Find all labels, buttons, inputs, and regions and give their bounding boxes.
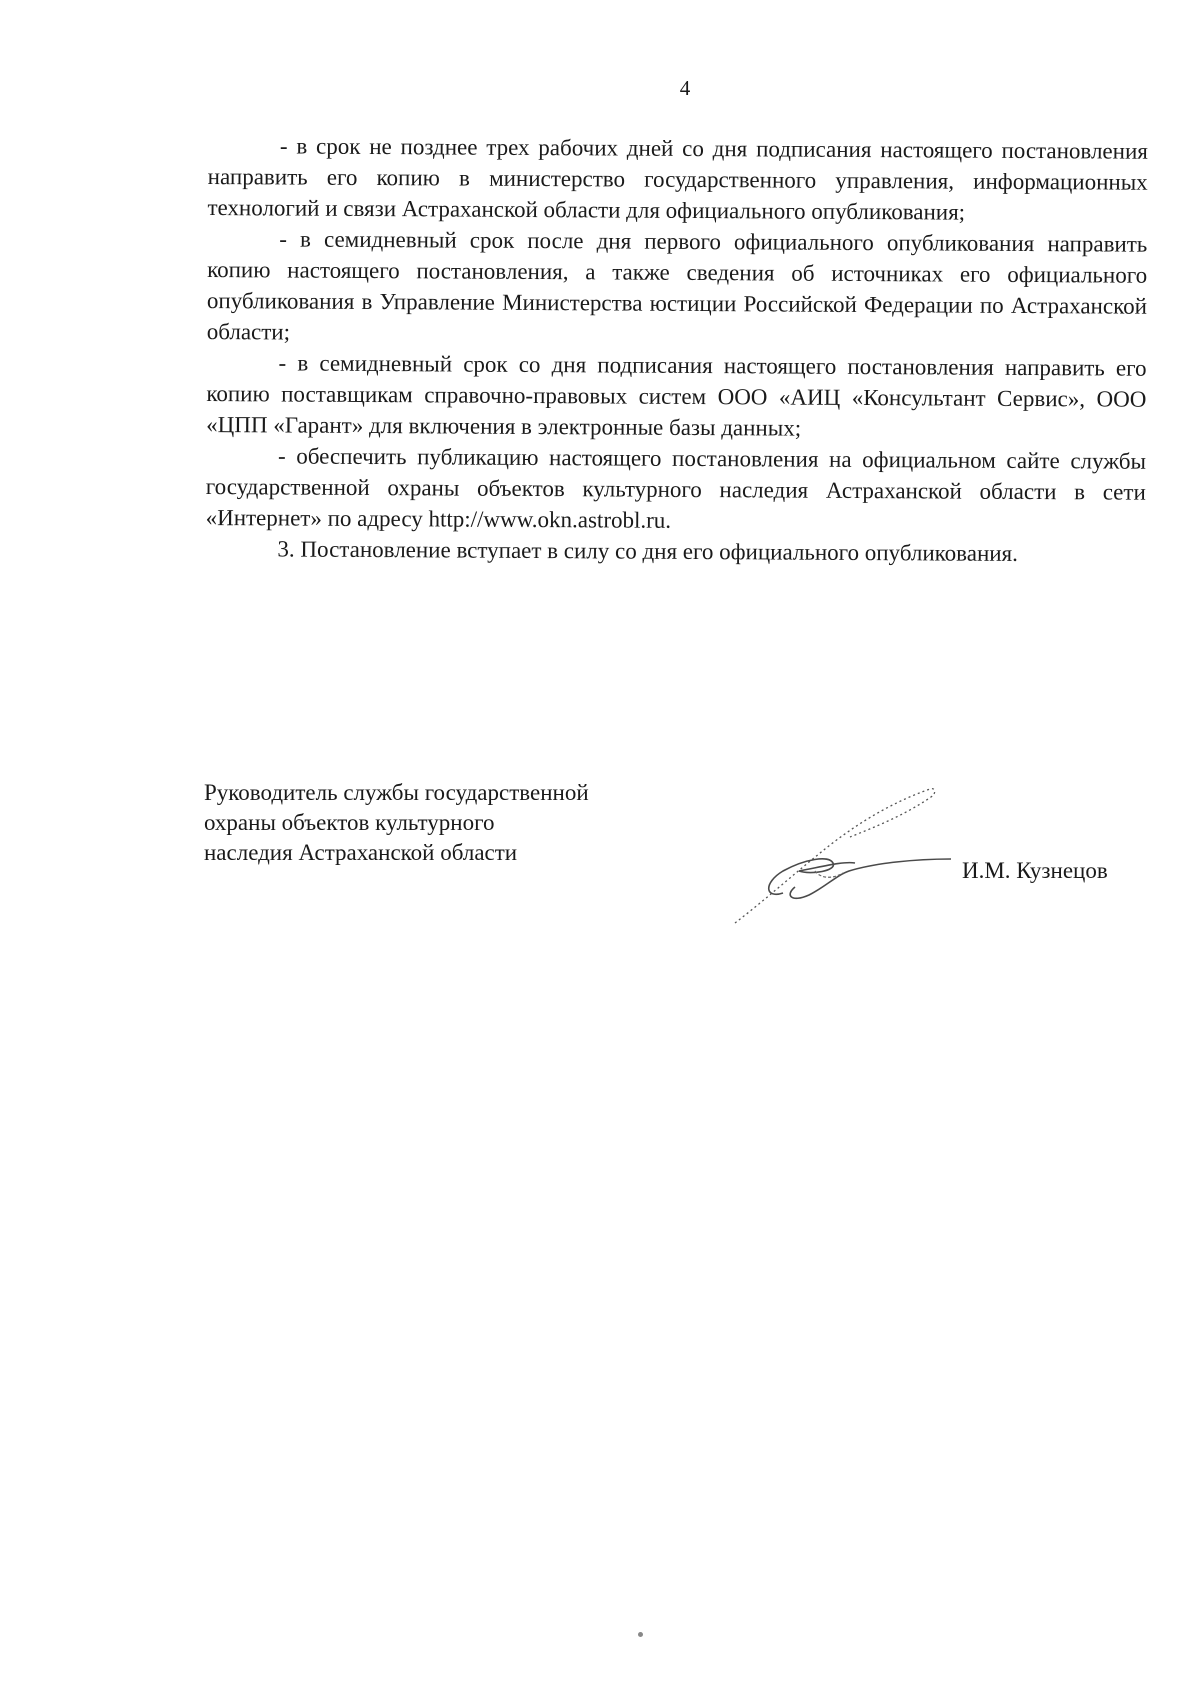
handwritten-signature-icon: [725, 775, 955, 935]
paragraph: - в срок не позднее трех рабочих дней со дня подписания настоящего постановления направить его копию в министерство государственного управления, информационных технологий и связи Астраханской области для официального опубликования;: [207, 133, 1148, 225]
page-number: 4: [679, 76, 691, 100]
paragraph: - обеспечить публикацию настоящего постановления на официальном сайте службы государственной охраны объектов культурного наследия Астраханской области в сети «Интернет» по адресу http://www.okn.astrobl.ru.: [205, 443, 1147, 533]
paragraph: - в семидневный срок после дня первого официального опубликования направить копию настоящего постановления, а также сведения об источниках его официального опубликования в Управление Министерства юстиции Российской Федерации по Астраханской области;: [206, 226, 1148, 345]
signer-name: И.М. Кузнецов: [962, 858, 1108, 883]
signatory-position-line: Руководитель службы государственной: [204, 780, 589, 805]
signatory-position: [204, 778, 589, 868]
paragraph: - в семидневный срок со дня подписания настоящего постановления направить его копию поставщикам справочно-правовых систем ООО «АИЦ «Консультант Сервис», ООО «ЦПП «Гарант» для включения в электронные базы данных;: [206, 350, 1147, 441]
document-body: [205, 130, 1148, 570]
signatory-position-line: охраны объектов культурного: [204, 810, 495, 835]
paragraph: 3. Постановление вступает в силу со дня его официального опубликования.: [277, 536, 1019, 566]
scan-speck: [638, 1632, 643, 1637]
signatory-position-line: наследия Астраханской области: [204, 840, 518, 865]
